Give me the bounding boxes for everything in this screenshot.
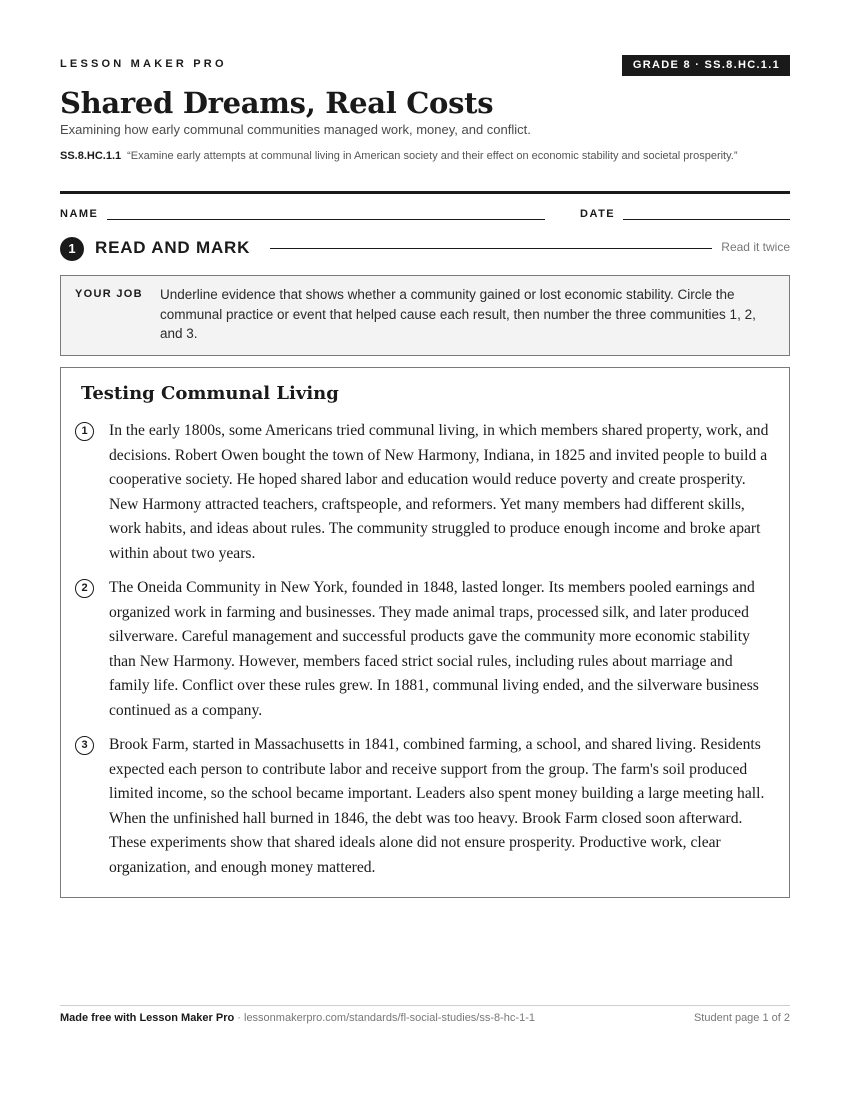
standard-text: “Examine early attempts at communal living in American society and their effect on economic stability and societal prosperity.”	[127, 150, 738, 162]
paragraph-text: In the early 1800s, some Americans tried communal living, in which members shared property, work, and decisions. Robert Owen bought the town of New Harmony, Indiana, in 1825 and invited people to build a cooperative society. He hoped shared labor and education would reduce poverty and create prosperity. New Harmony attracted teachers, craftspeople, and reformers. Yet many members had different skills, work habits, and ideas about rules. The community struggled to produce enough income and broke apart within about two years.	[109, 422, 769, 562]
paragraph-number: 2	[75, 579, 94, 598]
name-field[interactable]	[107, 219, 545, 220]
page-subtitle: Examining how early communal communities managed work, money, and conflict.	[60, 122, 531, 137]
standard-code: SS.8.HC.1.1	[60, 150, 122, 162]
paragraph-text: The Oneida Community in New York, founded in 1848, lasted longer. Its members pooled earnings and organized work in farming and businesses. They made animal traps, processed silk, and later produced silverware. Careful management and successful products gave the community more economic stability than New Harmony. However, members faced strict social rules, including rules about marriage and family life. Conflict over these rules grew. In 1881, communal living ended, and the silverware business continued as a company.	[109, 579, 759, 719]
page-number: Student page 1 of 2	[693, 1012, 790, 1024]
instructions-box	[60, 275, 790, 356]
paragraph-number: 1	[75, 422, 94, 441]
name-label: NAME	[60, 208, 99, 220]
footer	[60, 1012, 790, 1024]
worksheet-page	[60, 0, 790, 1100]
paragraph-text: Brook Farm, started in Massachusetts in 1841, combined farming, a school, and shared living. Residents expected each person to contribute labor and receive support from the group. The farm's soil produced limited income, so the school became important. Leaders also spent money building a large meeting hall. When the unfinished hall burned in 1846, the debt was too heavy. Brook Farm closed soon afterward. These experiments show that shared ideals alone did not ensure prosperity. Productive work, clear organization, and enough money mattered.	[109, 736, 765, 876]
section-header	[60, 236, 790, 260]
section-note: Read it twice	[721, 240, 790, 254]
footer-credit: Made free with Lesson Maker Pro	[60, 1012, 235, 1024]
section-number-badge: 1	[60, 237, 84, 261]
date-label: DATE	[580, 208, 616, 220]
reading-passage-box	[60, 367, 790, 898]
reading-title: Testing Communal Living	[81, 383, 339, 404]
brand-name: LESSON MAKER PRO	[60, 58, 227, 70]
grade-badge: GRADE 8 · SS.8.HC.1.1	[622, 55, 790, 76]
top-bar	[60, 56, 790, 78]
standard-statement	[60, 148, 790, 165]
date-field[interactable]	[623, 219, 790, 220]
name-date-row	[60, 207, 790, 223]
section-rule	[270, 248, 712, 249]
footer-divider	[60, 1005, 790, 1006]
header-divider	[60, 191, 790, 194]
page-title: Shared Dreams, Real Costs	[60, 86, 494, 120]
instructions-text: Underline evidence that shows whether a community gained or lost economic stability. Circle the communal practice or event that helped cause each result, then number the three communities 1, 2, and 3.	[160, 287, 756, 341]
section-title: READ AND MARK	[95, 238, 251, 257]
paragraph-number: 3	[75, 736, 94, 755]
instructions-label: YOUR JOB	[75, 288, 143, 300]
footer-url[interactable]: · lessonmakerpro.com/standards/fl-social-studies/ss-8-hc-1-1	[234, 1012, 535, 1024]
